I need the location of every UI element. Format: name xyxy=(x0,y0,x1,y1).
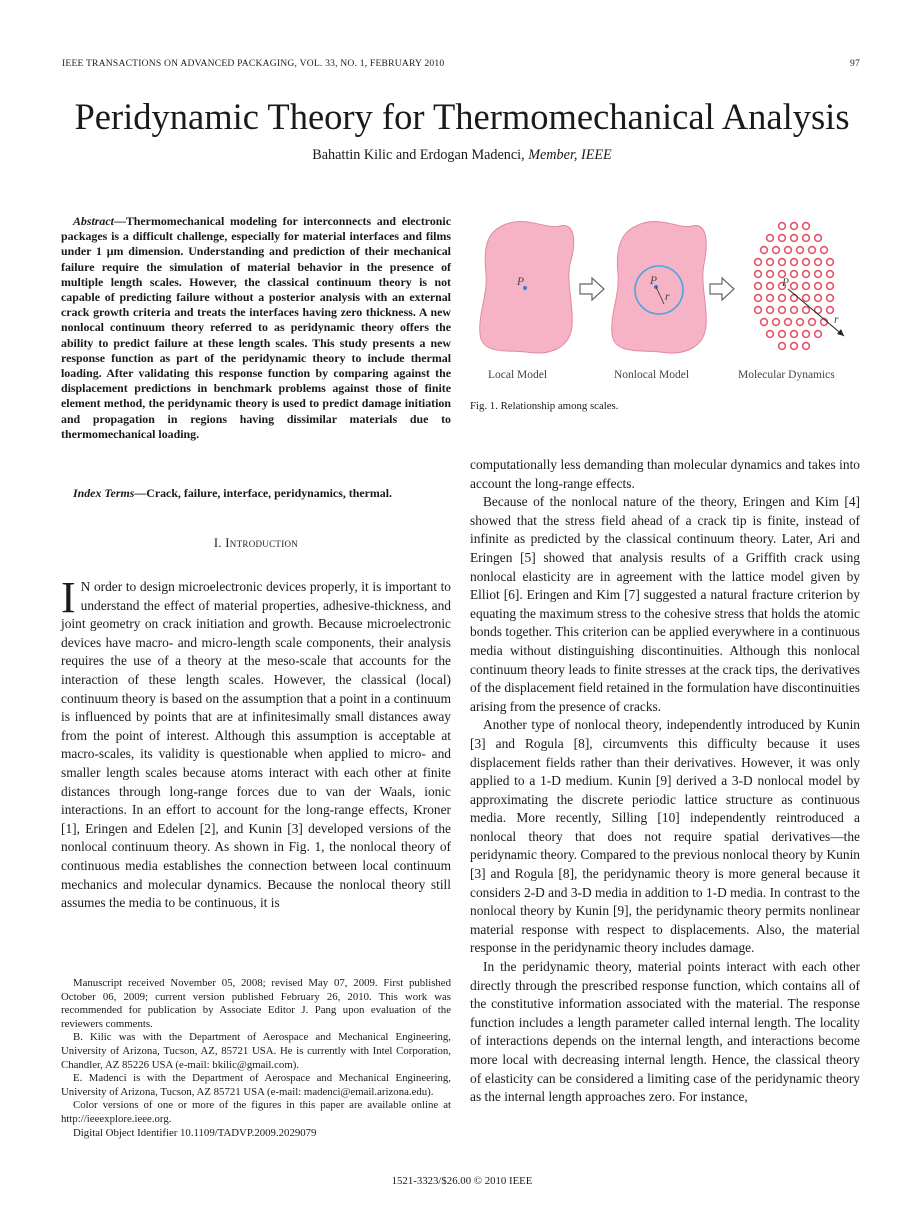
md-atom xyxy=(779,307,786,314)
md-atom xyxy=(815,235,822,242)
page-number: 97 xyxy=(850,58,860,69)
intro-paragraph xyxy=(61,573,451,913)
md-atom xyxy=(767,307,774,314)
md-atom xyxy=(803,331,810,338)
md-atom xyxy=(767,331,774,338)
label-nonlocal-model: Nonlocal Model xyxy=(614,369,690,381)
nonlocal-radius-label: r xyxy=(665,291,670,303)
author-line xyxy=(0,147,924,164)
footnote-kilic: B. Kilic was with the Department of Aerospace and Mechanical Engineering, University of Arizona, Tucson, AZ, 85721 USA. He is currently with Intel Corporation, Chandler, AZ 85226 USA (e-mail: bkilic@gmail.com). xyxy=(61,1031,451,1071)
index-terms-label: Index Terms xyxy=(73,486,135,500)
md-atom xyxy=(797,319,804,326)
md-atom xyxy=(755,295,762,302)
md-atom xyxy=(815,295,822,302)
paragraph-peridynamic: In the peridynamic theory, material points interact with each other directly through the prescribed response function, which contains all of the constitutive information associated with the material. The response function includes a length parameter called internal length. The locality of interactions depends on the internal length, and interactions become more local with decreasing internal length. Hence, the classical theory of elasticity can be considered a limiting case of the peridynamic theory as the internal length approaches zero. For instance, xyxy=(470,959,860,1105)
paper-title: Peridynamic Theory for Thermomechanical Analysis xyxy=(74,96,850,137)
section-heading xyxy=(61,536,451,551)
md-atom xyxy=(815,331,822,338)
md-atom xyxy=(827,295,834,302)
abstract-text: —Thermomechanical modeling for interconnects and electronic packages is a difficult challenge, especially for material interfaces and films under 1 μm dimension. Understanding and prediction of their mechanical failure require the simulation of material behavior in the presence of multiple length scales. However, the classical continuum theory is not capable of predicting failure without a posterior analysis with an external crack growth criteria and treats the interfaces having zero thickness. A new nonlocal continuum theory referred to as peridynamic theory offers the ability to predict failure at these length scales. This study presents a new response function as part of the peridynamic theory to include thermal loading. After validating this response function by comparing against the displacement predictions in benchmark problems against those of finite element method, the peridynamic theory is used to predict damage initiation and propagation in regions having dissimilar materials due to thermomechanical loading. xyxy=(61,214,451,441)
paragraph-continuation: computationally less demanding than molecular dynamics and takes into account the long-range effects. xyxy=(470,457,860,491)
md-atom xyxy=(755,307,762,314)
md-atom xyxy=(791,223,798,230)
section-number: I. xyxy=(213,536,222,550)
md-atom xyxy=(773,319,780,326)
figure-caption: Fig. 1. Relationship among scales. xyxy=(470,400,619,412)
paragraph-kunin: Another type of nonlocal theory, independently introduced by Kunin [3] and Rogula [8], circumvents this difficulty because it uses displacement fields rather than their derivatives. However, it was only applied to a 1-D medium. Kunin [9] derived a 3-D nonlocal model by approximating the discrete periodic lattice structure as continuous media. More recently, Silling [10] independently reintroduced a nonlocal theory that does not require spatial derivatives—the peridynamic theory. Compared to the previous nonlocal theory by Kunin [3] and Rogula [8], the peridynamic theory is more general because it considers 2-D and 3-D media in addition to 1-D media. In contrast to the nonlocal theory by Kunin [9], the peridynamic theory permits nonlinear material response with respect to displacements. Also, the material response in the peridynamic theory includes damage. xyxy=(470,717,860,956)
section-title: Introduction xyxy=(225,536,299,550)
md-atom xyxy=(755,283,762,290)
md-atom xyxy=(803,307,810,314)
footnote-madenci: E. Madenci is with the Department of Aerospace and Mechanical Engineering, University of Arizona, Tucson, AZ 85721 USA (e-mail: madenci@email.arizona.edu). xyxy=(61,1072,451,1098)
footnote-color: Color versions of one or more of the figures in this paper are available online at http://ieeexplore.ieee.org. xyxy=(61,1099,451,1125)
md-atom xyxy=(767,235,774,242)
md-atom xyxy=(827,307,834,314)
author-membership: Member, IEEE xyxy=(528,147,612,163)
md-atom xyxy=(779,235,786,242)
md-atom xyxy=(767,259,774,266)
md-atom xyxy=(815,259,822,266)
md-atom xyxy=(803,271,810,278)
md-atom xyxy=(797,247,804,254)
md-atom xyxy=(809,319,816,326)
footnote-manuscript: Manuscript received November 05, 2008; revised May 07, 2009. First published October 06, 2009; current version published February 26, 2010. This work was recommended for publication by Associate Editor J. Pang upon evaluation of the reviewers comments. xyxy=(61,977,451,1030)
md-atom xyxy=(815,283,822,290)
footnote-doi: Digital Object Identifier 10.1109/TADVP.2009.2029079 xyxy=(73,1126,317,1139)
md-radius-label: r xyxy=(834,314,839,326)
md-atom xyxy=(755,259,762,266)
author-names: Bahattin Kilic and Erdogan Madenci, xyxy=(312,147,525,163)
md-atom xyxy=(803,295,810,302)
md-point-label: P xyxy=(782,277,790,289)
md-atom xyxy=(779,259,786,266)
figure-1 xyxy=(476,214,866,400)
md-atom xyxy=(821,247,828,254)
md-atom xyxy=(779,343,786,350)
md-atom xyxy=(785,247,792,254)
md-atom xyxy=(773,247,780,254)
md-atom xyxy=(791,259,798,266)
md-atom xyxy=(827,259,834,266)
md-atom xyxy=(779,223,786,230)
journal-name: IEEE TRANSACTIONS ON ADVANCED PACKAGING, VOL. 33, NO. 1, FEBRUARY 2010 xyxy=(62,58,445,69)
md-atom xyxy=(785,319,792,326)
md-atom xyxy=(803,235,810,242)
intro-text: N order to design microelectronic devices properly, it is important to understand the effect of material properties, adhesive-thickness, and joint geometry on crack initiation and growth. Because microelectronic devices have macro- and micro-length scale components, their analysis requires the use of a theory at the meso-scale that accounts for the interaction of these length scales. However, the classical (local) continuum theory is based on the assumption that a point in a continuum is influenced by points that are at infinitesimally small distances away from the point of interest. Although this assumption is acceptable at macro-scales, its validity is questionable when applied to micro- and smaller length scales because atoms interact with each other at finite distances through long-range forces due to van der Waals, ionic interactions. In an effort to account for the long-range effects, Kroner [1], Eringen and Edelen [2], and Kunin [3] developed versions of the nonlocal continuum theory. As shown in Fig. 1, the nonlocal theory of continuous media establishes the connection between local continuum mechanics and molecular dynamics. Because the nonlocal theory still assumes the media to be continuous, it is xyxy=(61,579,451,911)
md-atom xyxy=(767,271,774,278)
md-radius-arrowhead xyxy=(837,329,844,336)
md-atom xyxy=(767,295,774,302)
md-atom xyxy=(791,235,798,242)
nonlocal-model-blob xyxy=(612,221,707,353)
molecular-dots xyxy=(755,223,834,350)
md-atom xyxy=(761,319,768,326)
md-atom xyxy=(779,295,786,302)
md-atom xyxy=(803,343,810,350)
md-atom xyxy=(803,283,810,290)
local-point-label: P xyxy=(517,276,525,288)
md-atom xyxy=(803,223,810,230)
label-molecular-dynamics: Molecular Dynamics xyxy=(738,369,835,381)
abstract xyxy=(61,214,451,442)
paragraph-eringen: Because of the nonlocal nature of the theory, Eringen and Kim [4] showed that the stress field ahead of a crack tip is finite, instead of infinite as predicted by the classical continuum theory. Later, Ari and Eringen [5] showed that analysis results of a Griffith crack using nonlocal elasticity are in agreement with the lattice model given by Elliot [6]. Eringen and Kim [7] suggested a natural fracture criterion by equating the maximum stress to the cohesive stress that holds the atomic bonds together. This criterion can be applied everywhere in a continuous media without distinguishing discontinuities. Although this nonlocal continuum theory leads to finite stresses at the crack tips, the derivatives of the displacement field retained in the formulation have discontinuities arising from the presence of cracks. xyxy=(470,494,860,714)
arrow-local-to-nonlocal xyxy=(580,278,604,300)
md-atom xyxy=(791,283,798,290)
md-atom xyxy=(827,271,834,278)
right-column xyxy=(470,456,860,1107)
md-atom xyxy=(779,331,786,338)
label-local-model: Local Model xyxy=(488,369,548,381)
md-atom xyxy=(815,271,822,278)
md-atom xyxy=(791,331,798,338)
md-atom xyxy=(791,271,798,278)
copyright-footer: 1521-3323/$26.00 © 2010 IEEE xyxy=(391,1175,533,1187)
md-atom xyxy=(755,271,762,278)
md-atom xyxy=(827,283,834,290)
md-atom xyxy=(791,307,798,314)
footnotes xyxy=(61,977,451,1140)
index-terms-text: —Crack, failure, interface, peridynamics, thermal. xyxy=(134,486,393,500)
drop-cap: I xyxy=(61,573,76,622)
md-atom xyxy=(767,283,774,290)
md-atom xyxy=(803,259,810,266)
nonlocal-point-label: P xyxy=(650,275,658,287)
abstract-label: Abstract xyxy=(73,214,114,228)
md-atom xyxy=(809,247,816,254)
index-terms xyxy=(61,486,451,501)
arrow-nonlocal-to-md xyxy=(710,278,734,300)
md-atom xyxy=(791,343,798,350)
md-atom xyxy=(761,247,768,254)
scales-diagram xyxy=(476,214,866,400)
